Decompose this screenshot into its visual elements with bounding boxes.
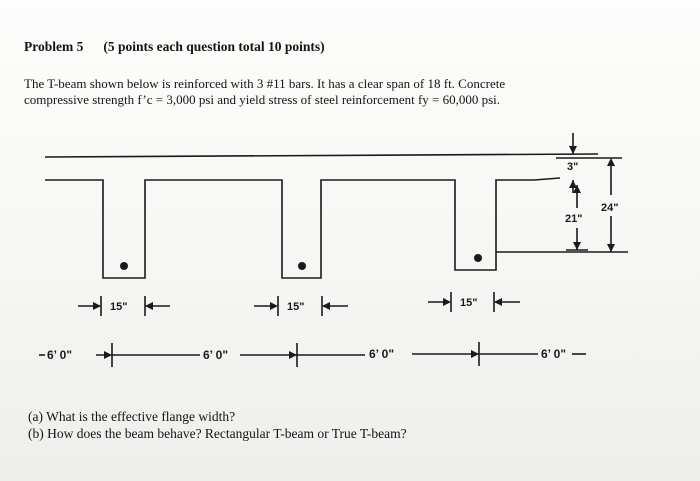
questions-block (28, 408, 407, 442)
web-width-label-2: 15" (287, 301, 305, 313)
spacing-label-3: 6’ 0" (369, 347, 395, 361)
total-depth-label: 24" (601, 202, 619, 214)
rebar-3 (474, 254, 482, 262)
question-a: (a) What is the effective flange width? (28, 409, 236, 424)
statement-line-1: The T-beam shown below is reinforced with 3 #11 bars. It has a clear span of 18 ft. Concrete (24, 76, 506, 91)
web-width-label-1: 15" (110, 301, 128, 313)
effective-depth-label: 21" (565, 213, 583, 225)
slab-top-line (45, 154, 598, 157)
statement-line-2: compressive strength f’c = 3,000 psi and yield stress of steel reinforcement fy = 60,000 psi. (24, 92, 501, 107)
problem-title: Problem 5 (24, 39, 84, 54)
spacing-label-2: 6’ 0" (203, 348, 229, 362)
reinforcement-bars (120, 254, 482, 270)
problem-points: (5 points each question total 10 points) (103, 39, 325, 54)
question-b: (b) How does the beam behave? Rectangular T-beam or True T-beam? (28, 426, 407, 441)
rebar-1 (120, 262, 128, 270)
web-width-label-3: 15" (460, 297, 478, 309)
spacing-label-4: 6’ 0" (541, 347, 567, 361)
spacing-label-1: 6’ 0" (47, 348, 73, 362)
rebar-2 (298, 262, 306, 270)
slab-thickness-label: 3" (567, 161, 579, 173)
spacing-dim-line (39, 342, 586, 367)
